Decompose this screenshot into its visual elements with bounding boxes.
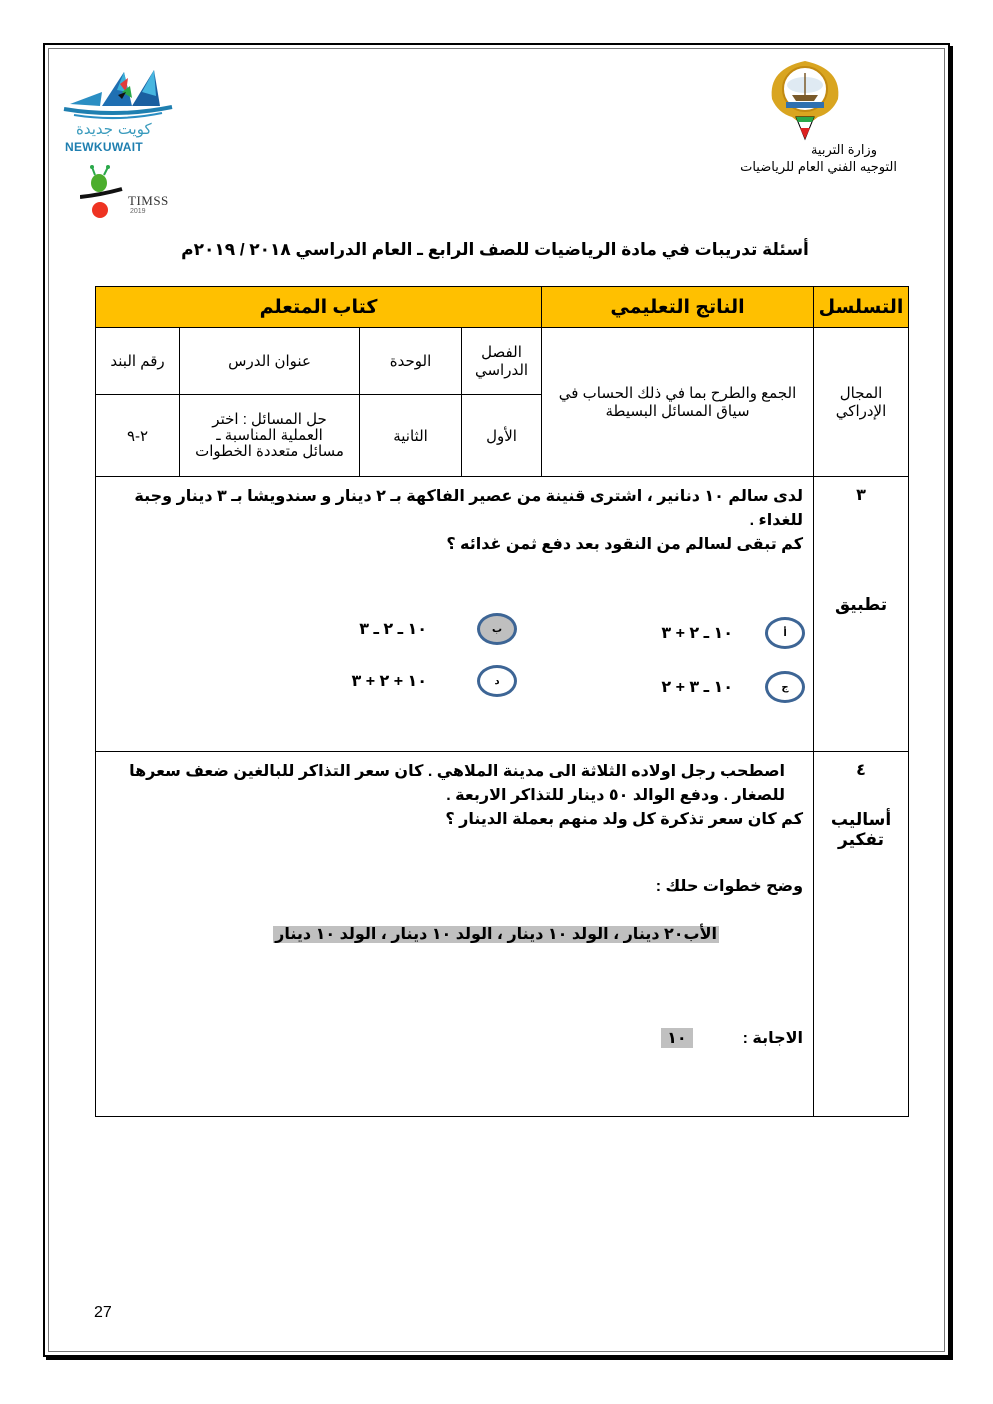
logo-latin-text: NEWKUWAIT — [65, 140, 144, 154]
lesson-title-label: عنوان الدرس — [180, 328, 360, 395]
final-answer-line — [104, 1028, 803, 1048]
option-circle[interactable]: د — [477, 665, 517, 697]
option-expression: ١٠ ـ ٣ + ٢ — [661, 679, 734, 696]
learning-outcome: الجمع والطرح بما في ذلك الحساب في سياق المسائل البسيطة — [542, 328, 814, 477]
timss-year: 2019 — [130, 208, 146, 215]
new-kuwait-logo — [62, 62, 174, 158]
option-circle[interactable]: أ — [765, 617, 805, 649]
item-number-value: ٢-٩ — [96, 395, 180, 477]
question-table — [95, 286, 909, 1117]
option-b-selected[interactable] — [359, 613, 517, 645]
lesson-title-line: حل المسائل : اختر — [212, 410, 327, 428]
question-domain: تفكير — [838, 830, 885, 849]
steps-answer[interactable]: الأب٢٠ دينار ، الولد ١٠ دينار ، الولد ١٠ دينار ، الولد ١٠ دينار — [275, 926, 718, 943]
option-d[interactable] — [352, 665, 518, 697]
unit-label: الوحدة — [360, 328, 462, 395]
answer-value[interactable]: ١٠ — [661, 1028, 693, 1048]
department-name: التوجيه الفني العام للرياضيات — [740, 159, 897, 174]
question-body — [96, 752, 814, 1117]
question-domain: تطبيق — [834, 595, 888, 614]
question-number: ٤ — [856, 762, 866, 779]
steps-label: وضح خطوات حلك : — [655, 878, 804, 895]
meta-label-row — [96, 328, 909, 395]
table-header-row — [96, 287, 909, 328]
lesson-title-line: مسائل متعددة الخطوات — [195, 442, 344, 460]
dhow-sail-icon — [62, 62, 174, 122]
question-stem: لدى سالم ١٠ دنانير ، اشترى قنينة من عصير الفاكهة بـ ٢ دينار و سندويشا بـ ٣ دينار وجبة للغداء . — [134, 488, 804, 529]
option-circle[interactable]: ج — [765, 671, 805, 703]
option-a[interactable] — [661, 617, 805, 649]
steps-answer-line — [104, 924, 803, 944]
ministry-header — [677, 141, 897, 175]
lesson-title-value — [180, 395, 360, 477]
cognitive-domain-label: المجال الإدراكي — [814, 328, 909, 477]
header-outcome: الناتج التعليمي — [542, 287, 814, 328]
semester-value: الأول — [462, 395, 542, 477]
header-learner-book: كتاب المتعلم — [96, 287, 542, 328]
lesson-title-line: العملية المناسبة ـ — [216, 426, 323, 444]
page-title: أسئلة تدريبات في مادة الرياضيات للصف الرابع ـ العام الدراسي ٢٠١٨ / ٢٠١٩م — [181, 240, 809, 259]
question-row — [96, 477, 909, 752]
logo-arabic-text: كويت جديدة — [76, 120, 152, 138]
question-body — [96, 477, 814, 752]
option-circle-selected[interactable]: ب — [477, 613, 517, 645]
option-expression: ١٠ + ٢ + ٣ — [351, 673, 428, 690]
answer-label: الاجابة : — [742, 1030, 804, 1047]
header-sequence: التسلسل — [814, 287, 909, 328]
page-number: 27 — [94, 1304, 112, 1321]
question-row — [96, 752, 909, 1117]
kuwait-emblem-icon — [762, 55, 848, 143]
ministry-name: وزارة التربية — [810, 142, 877, 157]
option-c[interactable] — [661, 671, 805, 703]
option-expression: ١٠ ـ ٢ + ٣ — [661, 625, 734, 642]
question-sequence-cell — [814, 477, 909, 752]
question-prompt: كم كان سعر تذكرة كل ولد منهم بعملة الدينار ؟ — [445, 811, 804, 828]
option-expression: ١٠ ـ ٢ ـ ٣ — [359, 621, 428, 638]
question-prompt: كم تبقى لسالم من النقود بعد دفع ثمن غدائه ؟ — [446, 536, 804, 553]
item-number-label: رقم البند — [96, 328, 180, 395]
unit-value: الثانية — [360, 395, 462, 477]
question-sequence-cell — [814, 752, 909, 1117]
question-stem: اصطحب رجل اولاده الثلاثة الى مدينة الملاهي . كان سعر التذاكر للبالغين ضعف سعرها للصغار . ودفع الوالد ٥٠ دينار للتذاكر الاربعة . — [129, 763, 786, 804]
semester-label: الفصل الدراسي — [462, 328, 542, 395]
question-domain: أساليب — [830, 810, 892, 829]
timss-logo — [80, 165, 180, 225]
timss-mascot-icon — [80, 165, 128, 225]
timss-text: TIMSS — [128, 193, 169, 208]
question-number: ٣ — [856, 487, 866, 504]
